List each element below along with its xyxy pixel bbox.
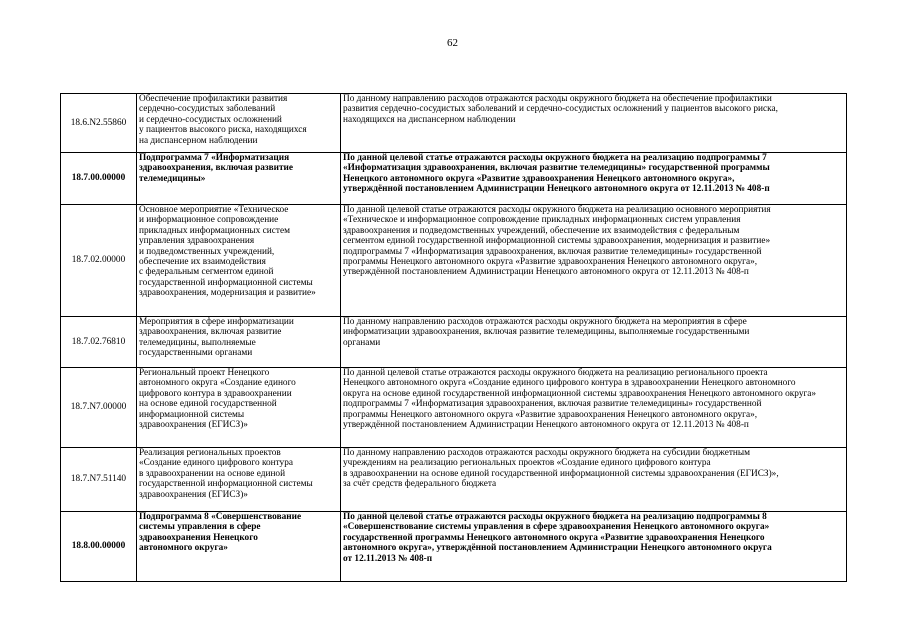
- item-description: По данной целевой статье отражаются расходы окружного бюджета на реализацию подпрограммы 7 «Информатизация здравоохранения, включая развитие телемедицины» государственной программы Ненецкого автономного округа «Развитие здравоохранения Ненецкого автономного округа», утверждённой постановлением Администрации Ненецкого автономного округа от 12.11.2013 № 408-п: [341, 153, 847, 205]
- target-code: 18.7.02.76810: [61, 317, 137, 368]
- item-name: Региональный проект Ненецкого автономного округа «Создание единого цифрового контура в здравоохранении на основе единой государственной информационной системы здравоохранения (ЕГИСЗ)»: [137, 368, 341, 448]
- table-row: [61, 94, 847, 153]
- table-row: [61, 317, 847, 368]
- target-code: 18.7.N7.00000: [61, 368, 137, 448]
- item-name: Подпрограмма 8 «Совершенствование системы управления в сфере здравоохранения Ненецкого автономного округа»: [137, 512, 341, 582]
- target-code: 18.6.N2.55860: [61, 94, 137, 153]
- table-row-subprogram: [61, 512, 847, 582]
- target-code: 18.8.00.00000: [61, 512, 137, 582]
- item-description: По данной целевой статье отражаются расходы окружного бюджета на реализацию основного мероприятия «Техническое и информационное сопровождение прикладных информационных систем управления здравоохранения и подведомственных учреждений, обеспечение их взаимодействия с федеральным сегментом единой государственной информационной системы здравоохранения, модернизация и развитие» подпрограммы 7 «Информатизация здравоохранения, включая развитие телемедицины» государственной программы Ненецкого автономного округа «Развитие здравоохранения Ненецкого автономного округа», утверждённой постановлением Администрации Ненецкого автономного округа от 12.11.2013 № 408-п: [341, 205, 847, 317]
- table-row: [61, 368, 847, 448]
- item-name: Реализация региональных проектов «Создание единого цифрового контура в здравоохранении на основе единой государственной информационной системы здравоохранения (ЕГИСЗ)»: [137, 448, 341, 512]
- budget-classification-table: [60, 93, 847, 582]
- item-description: По данному направлению расходов отражаются расходы окружного бюджета на субсидии бюджетным учреждениям на реализацию региональных проектов «Создание единого цифрового контура в здравоохранении на основе единой государственной информационной системы здравоохранения (ЕГИСЗ)», за счёт средств федерального бюджета: [341, 448, 847, 512]
- item-name: Мероприятия в сфере информатизации здравоохранения, включая развитие телемедицины, выполняемые государственными органами: [137, 317, 341, 368]
- target-code: 18.7.00.00000: [61, 153, 137, 205]
- target-code: 18.7.02.00000: [61, 205, 137, 317]
- target-code: 18.7.N7.51140: [61, 448, 137, 512]
- table-row: [61, 448, 847, 512]
- item-description: По данному направлению расходов отражаются расходы окружного бюджета на обеспечение профилактики развития сердечно-сосудистых заболеваний и сердечно-сосудистых осложнений у пациентов высокого риска, находящихся на диспансерном наблюдении: [341, 94, 847, 153]
- item-description: По данному направлению расходов отражаются расходы окружного бюджета на мероприятия в сфере информатизации здравоохранения, включая развитие телемедицины, выполняемые государственными органами: [341, 317, 847, 368]
- item-name: Подпрограмма 7 «Информатизация здравоохранения, включая развитие телемедицины»: [137, 153, 341, 205]
- table-row-subprogram: [61, 153, 847, 205]
- item-name: Основное мероприятие «Техническое и информационное сопровождение прикладных информационных систем управления здравоохранения и подведомственных учреждений, обеспечение их взаимодействия с федеральным сегментом единой государственной информационной системы здравоохранения, модернизация и развитие»: [137, 205, 341, 317]
- item-description: По данной целевой статье отражаются расходы окружного бюджета на реализацию регионального проекта Ненецкого автономного округа «Создание единого цифрового контура в здравоохранении Ненецкого автономного округа на основе единой государственной информационной системы здравоохранения Ненецкого автономного округа» подпрограммы 7 «Информатизация здравоохранения, включая развитие телемедицины» государственной программы Ненецкого автономного округа «Развитие здравоохранения Ненецкого автономного округа», утверждённой постановлением Администрации Ненецкого автономного округа от 12.11.2013 № 408-п: [341, 368, 847, 448]
- table-row: [61, 205, 847, 317]
- item-name: Обеспечение профилактики развития сердечно-сосудистых заболеваний и сердечно-сосудистых осложнений у пациентов высокого риска, находящихся на диспансерном наблюдении: [137, 94, 341, 153]
- page-number: 62: [447, 37, 458, 49]
- item-description: По данной целевой статье отражаются расходы окружного бюджета на реализацию подпрограммы 8 «Совершенствование системы управления в сфере здравоохранения Ненецкого автономного округа» государственной программы Ненецкого автономного округа «Развитие здравоохранения Ненецкого автономного округа», утверждённой постановлением Администрации Ненецкого автономного округа от 12.11.2013 № 408-п: [341, 512, 847, 582]
